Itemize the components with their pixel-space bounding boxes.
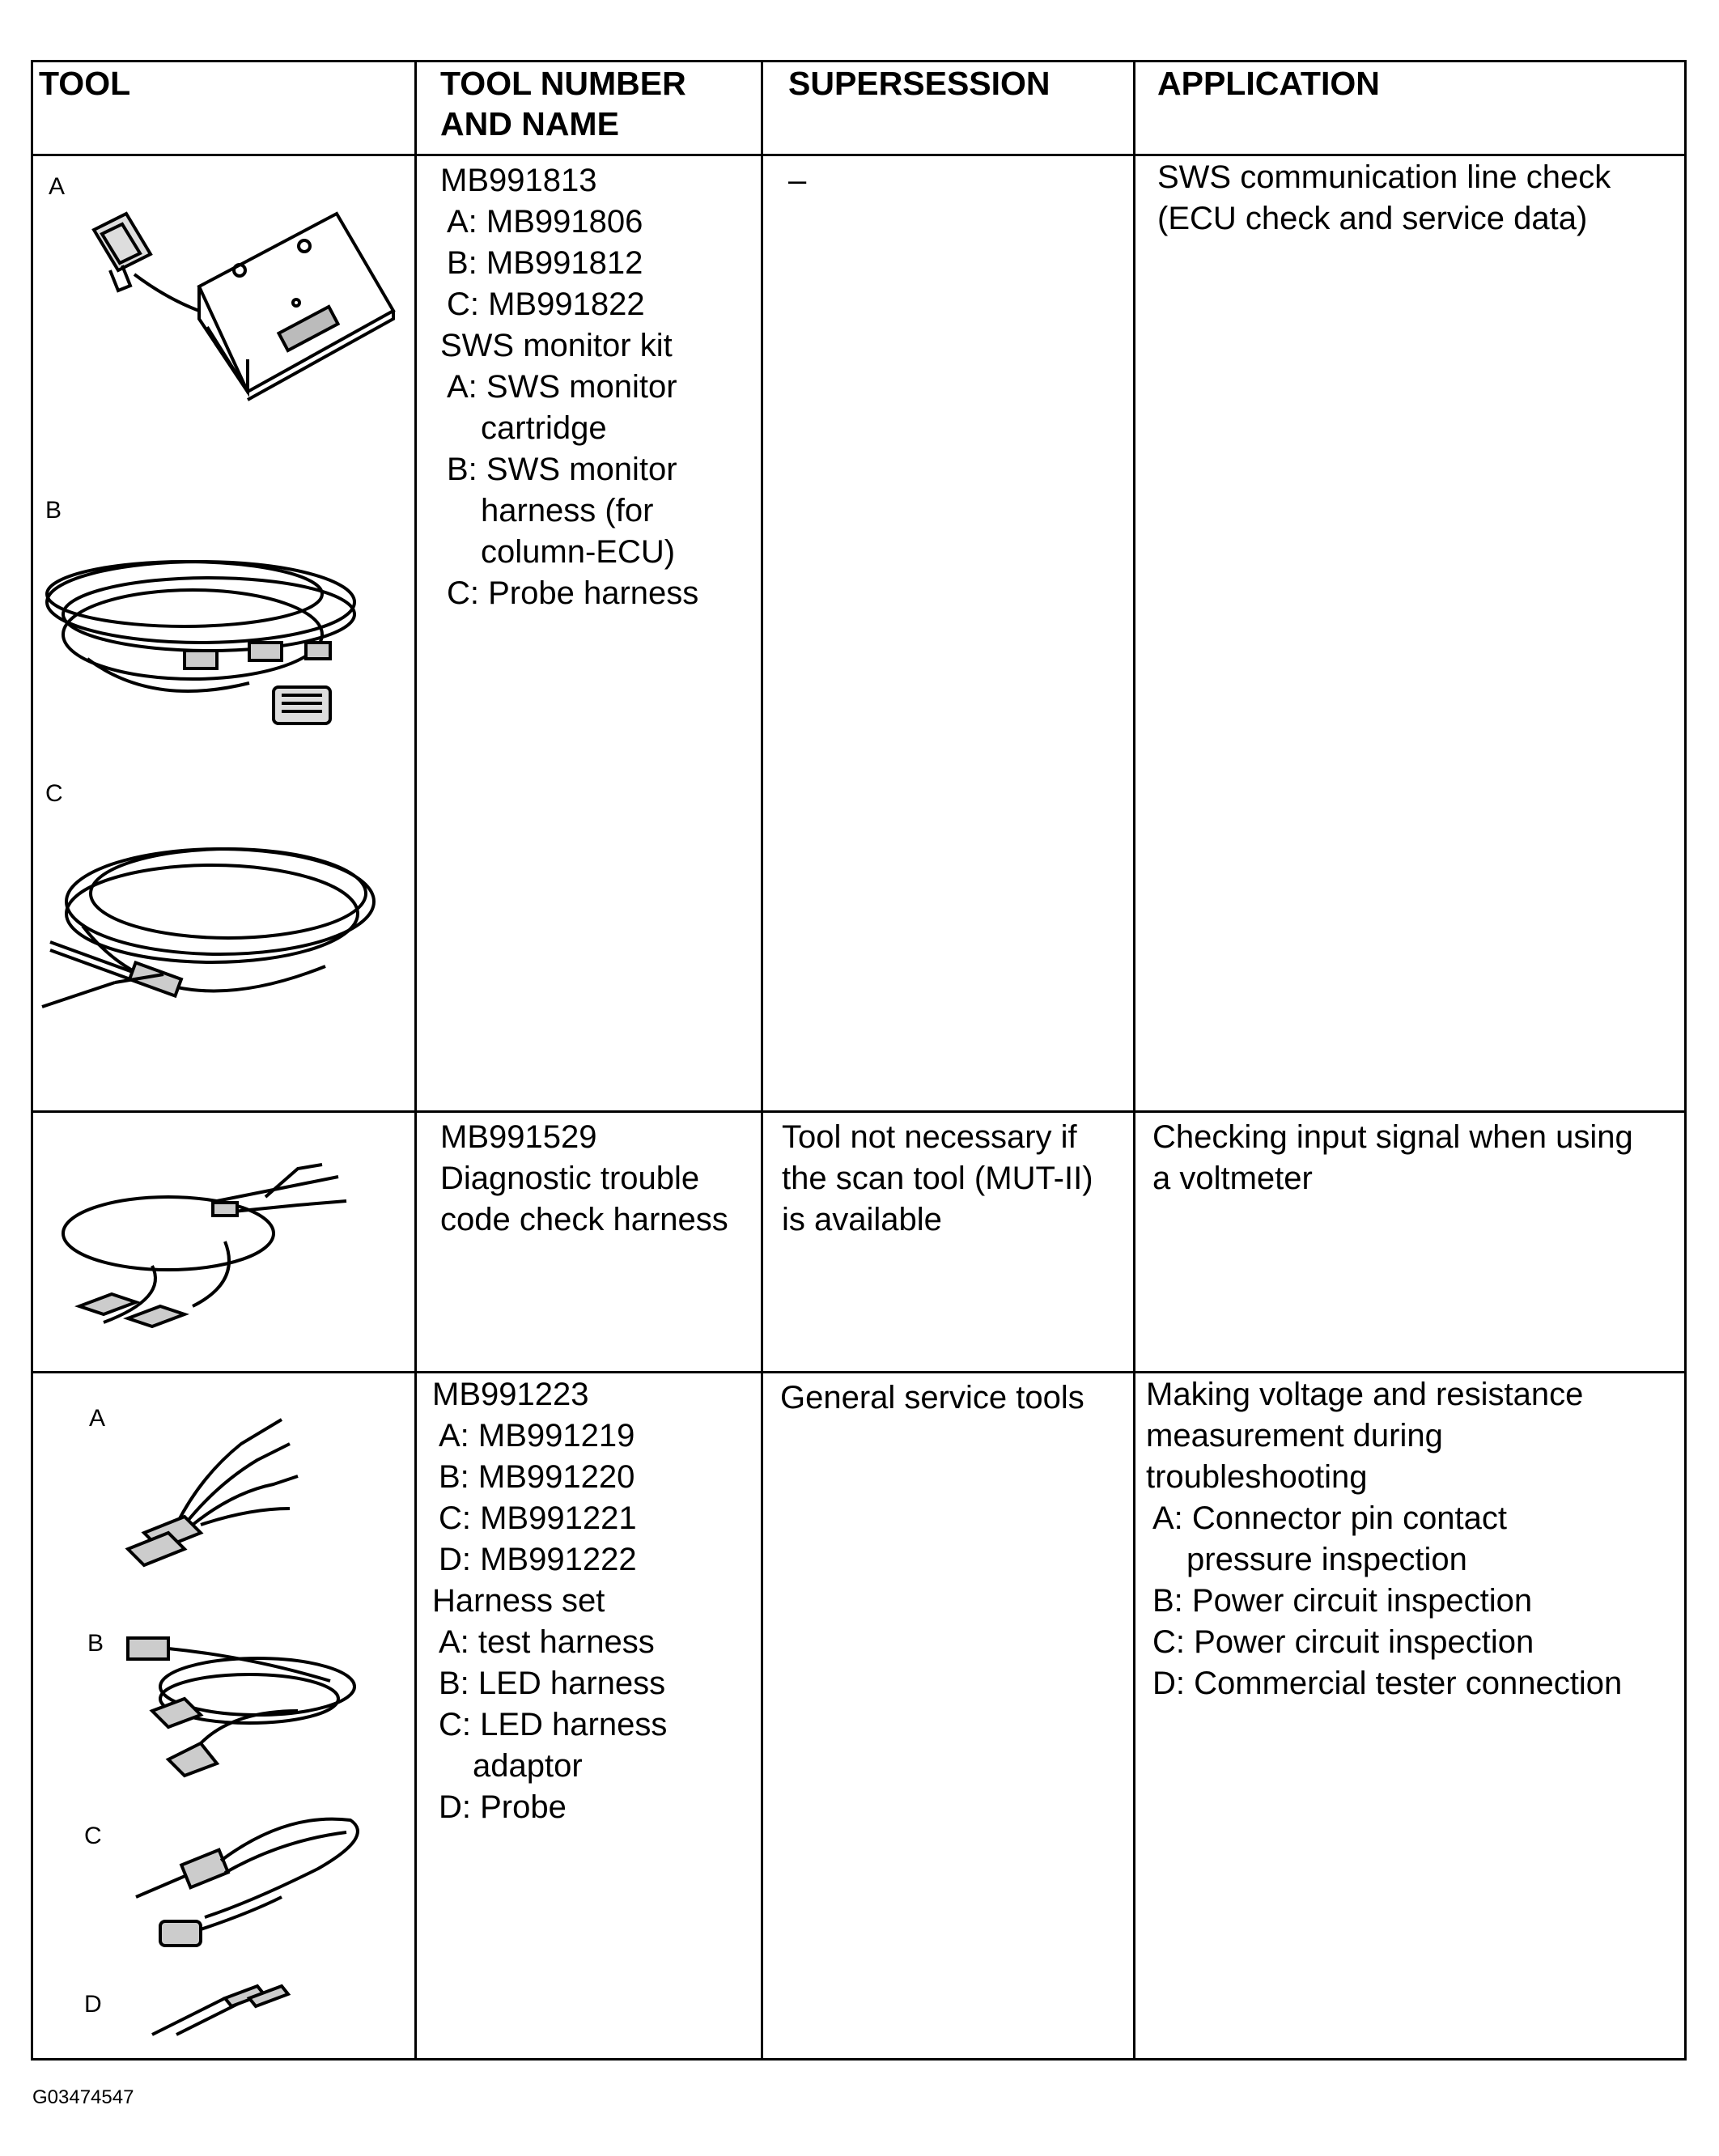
led-harness-adaptor-image	[120, 1800, 379, 1962]
row1-number-line: MB991813	[440, 163, 597, 198]
col-divider-3	[1133, 60, 1135, 2061]
sws-monitor-cartridge-image	[62, 197, 401, 465]
row-divider-2	[31, 1371, 1687, 1373]
row2-number-line: MB991529	[440, 1119, 597, 1155]
row3-number-line: Harness set	[432, 1583, 605, 1619]
row1-number-line: B: MB991812	[447, 245, 643, 281]
row1-number-line: B: SWS monitor	[447, 452, 677, 487]
row1-number-line: SWS monitor kit	[440, 328, 673, 363]
row3-application-line: C: Power circuit inspection	[1152, 1624, 1534, 1660]
row2-supersession-line: Tool not necessary if	[782, 1119, 1077, 1155]
row3-application-line: B: Power circuit inspection	[1152, 1583, 1533, 1619]
row3-number-line: MB991223	[432, 1377, 589, 1412]
row3-application-line: pressure inspection	[1186, 1542, 1467, 1577]
row2-tool-number	[440, 1117, 728, 1241]
row1-label-c: C	[45, 780, 63, 807]
figure-code: G03474547	[32, 2086, 134, 2108]
header-application: APPLICATION	[1157, 65, 1380, 102]
probe-image	[144, 1978, 306, 2043]
row2-number-line: Diagnostic trouble	[440, 1161, 700, 1196]
row1-number-line: column-ECU)	[481, 534, 676, 570]
row3-number-line: C: LED harness	[439, 1707, 668, 1742]
row3-label-a: A	[89, 1405, 106, 1432]
row1-number-line: harness (for	[481, 493, 654, 528]
header-tool: TOOL	[39, 65, 131, 102]
row1-number-line: C: Probe harness	[447, 575, 699, 611]
row2-supersession-line: is available	[782, 1202, 942, 1237]
col-divider-2	[761, 60, 763, 2061]
row2-application-line: Checking input signal when using	[1152, 1119, 1633, 1155]
row3-tool-number	[432, 1374, 667, 1828]
row2-supersession-line: the scan tool (MUT-II)	[782, 1161, 1093, 1196]
row3-number-line: C: MB991221	[439, 1500, 637, 1536]
header-supersession: SUPERSESSION	[788, 65, 1050, 102]
row3-number-line: A: test harness	[439, 1624, 655, 1660]
row3-label-c: C	[84, 1823, 102, 1849]
row3-label-b: B	[87, 1630, 104, 1657]
row2-supersession	[782, 1117, 1093, 1241]
header-divider	[31, 154, 1687, 156]
row3-number-line: B: LED harness	[439, 1666, 666, 1701]
test-harness-image	[112, 1403, 306, 1581]
row3-number-line: adaptor	[473, 1748, 583, 1784]
led-harness-image	[120, 1622, 363, 1784]
row1-tool-number	[440, 160, 698, 614]
header-tool-number-line-1: TOOL NUMBER	[440, 65, 686, 102]
row1-label-b: B	[45, 497, 62, 524]
probe-harness-image	[34, 813, 382, 1055]
row3-application-line: troubleshooting	[1146, 1459, 1368, 1495]
row-divider-1	[31, 1110, 1687, 1113]
row3-number-line: D: MB991222	[439, 1542, 637, 1577]
row3-supersession-line: General service tools	[780, 1380, 1084, 1415]
row1-number-line: cartridge	[481, 410, 607, 446]
row3-application-line: A: Connector pin contact	[1152, 1500, 1508, 1536]
row3-number-line: B: MB991220	[439, 1459, 635, 1495]
sws-monitor-harness-image	[39, 529, 403, 740]
row1-number-line: A: SWS monitor	[447, 369, 677, 405]
row3-application-line: D: Commercial tester connection	[1152, 1666, 1623, 1701]
header-tool-number-line-2: AND NAME	[440, 105, 619, 142]
row1-number-line: A: MB991806	[447, 204, 643, 240]
row2-number-line: code check harness	[440, 1202, 728, 1237]
row3-number-line: D: Probe	[439, 1789, 567, 1825]
col-divider-1	[414, 60, 417, 2061]
row1-supersession-line: –	[788, 163, 807, 198]
row2-application-line: a voltmeter	[1152, 1161, 1313, 1196]
diagnostic-check-harness-image	[55, 1144, 363, 1347]
row3-label-d: D	[84, 1991, 102, 2018]
special-tools-table	[31, 60, 1687, 2061]
row3-application-line: measurement during	[1146, 1418, 1443, 1454]
row1-supersession	[788, 160, 806, 202]
row3-application-line: Making voltage and resistance	[1146, 1377, 1584, 1412]
header-tool-number	[440, 63, 686, 144]
row3-supersession	[780, 1377, 1084, 1419]
row1-application-line: SWS communication line check	[1157, 159, 1611, 195]
row1-number-line: C: MB991822	[447, 286, 645, 322]
row3-number-line: A: MB991219	[439, 1418, 635, 1454]
row3-application	[1146, 1374, 1622, 1704]
row1-application-line: (ECU check and service data)	[1157, 201, 1588, 236]
row2-application	[1152, 1117, 1633, 1199]
row1-application	[1157, 157, 1611, 240]
row1-label-a: A	[49, 173, 66, 200]
